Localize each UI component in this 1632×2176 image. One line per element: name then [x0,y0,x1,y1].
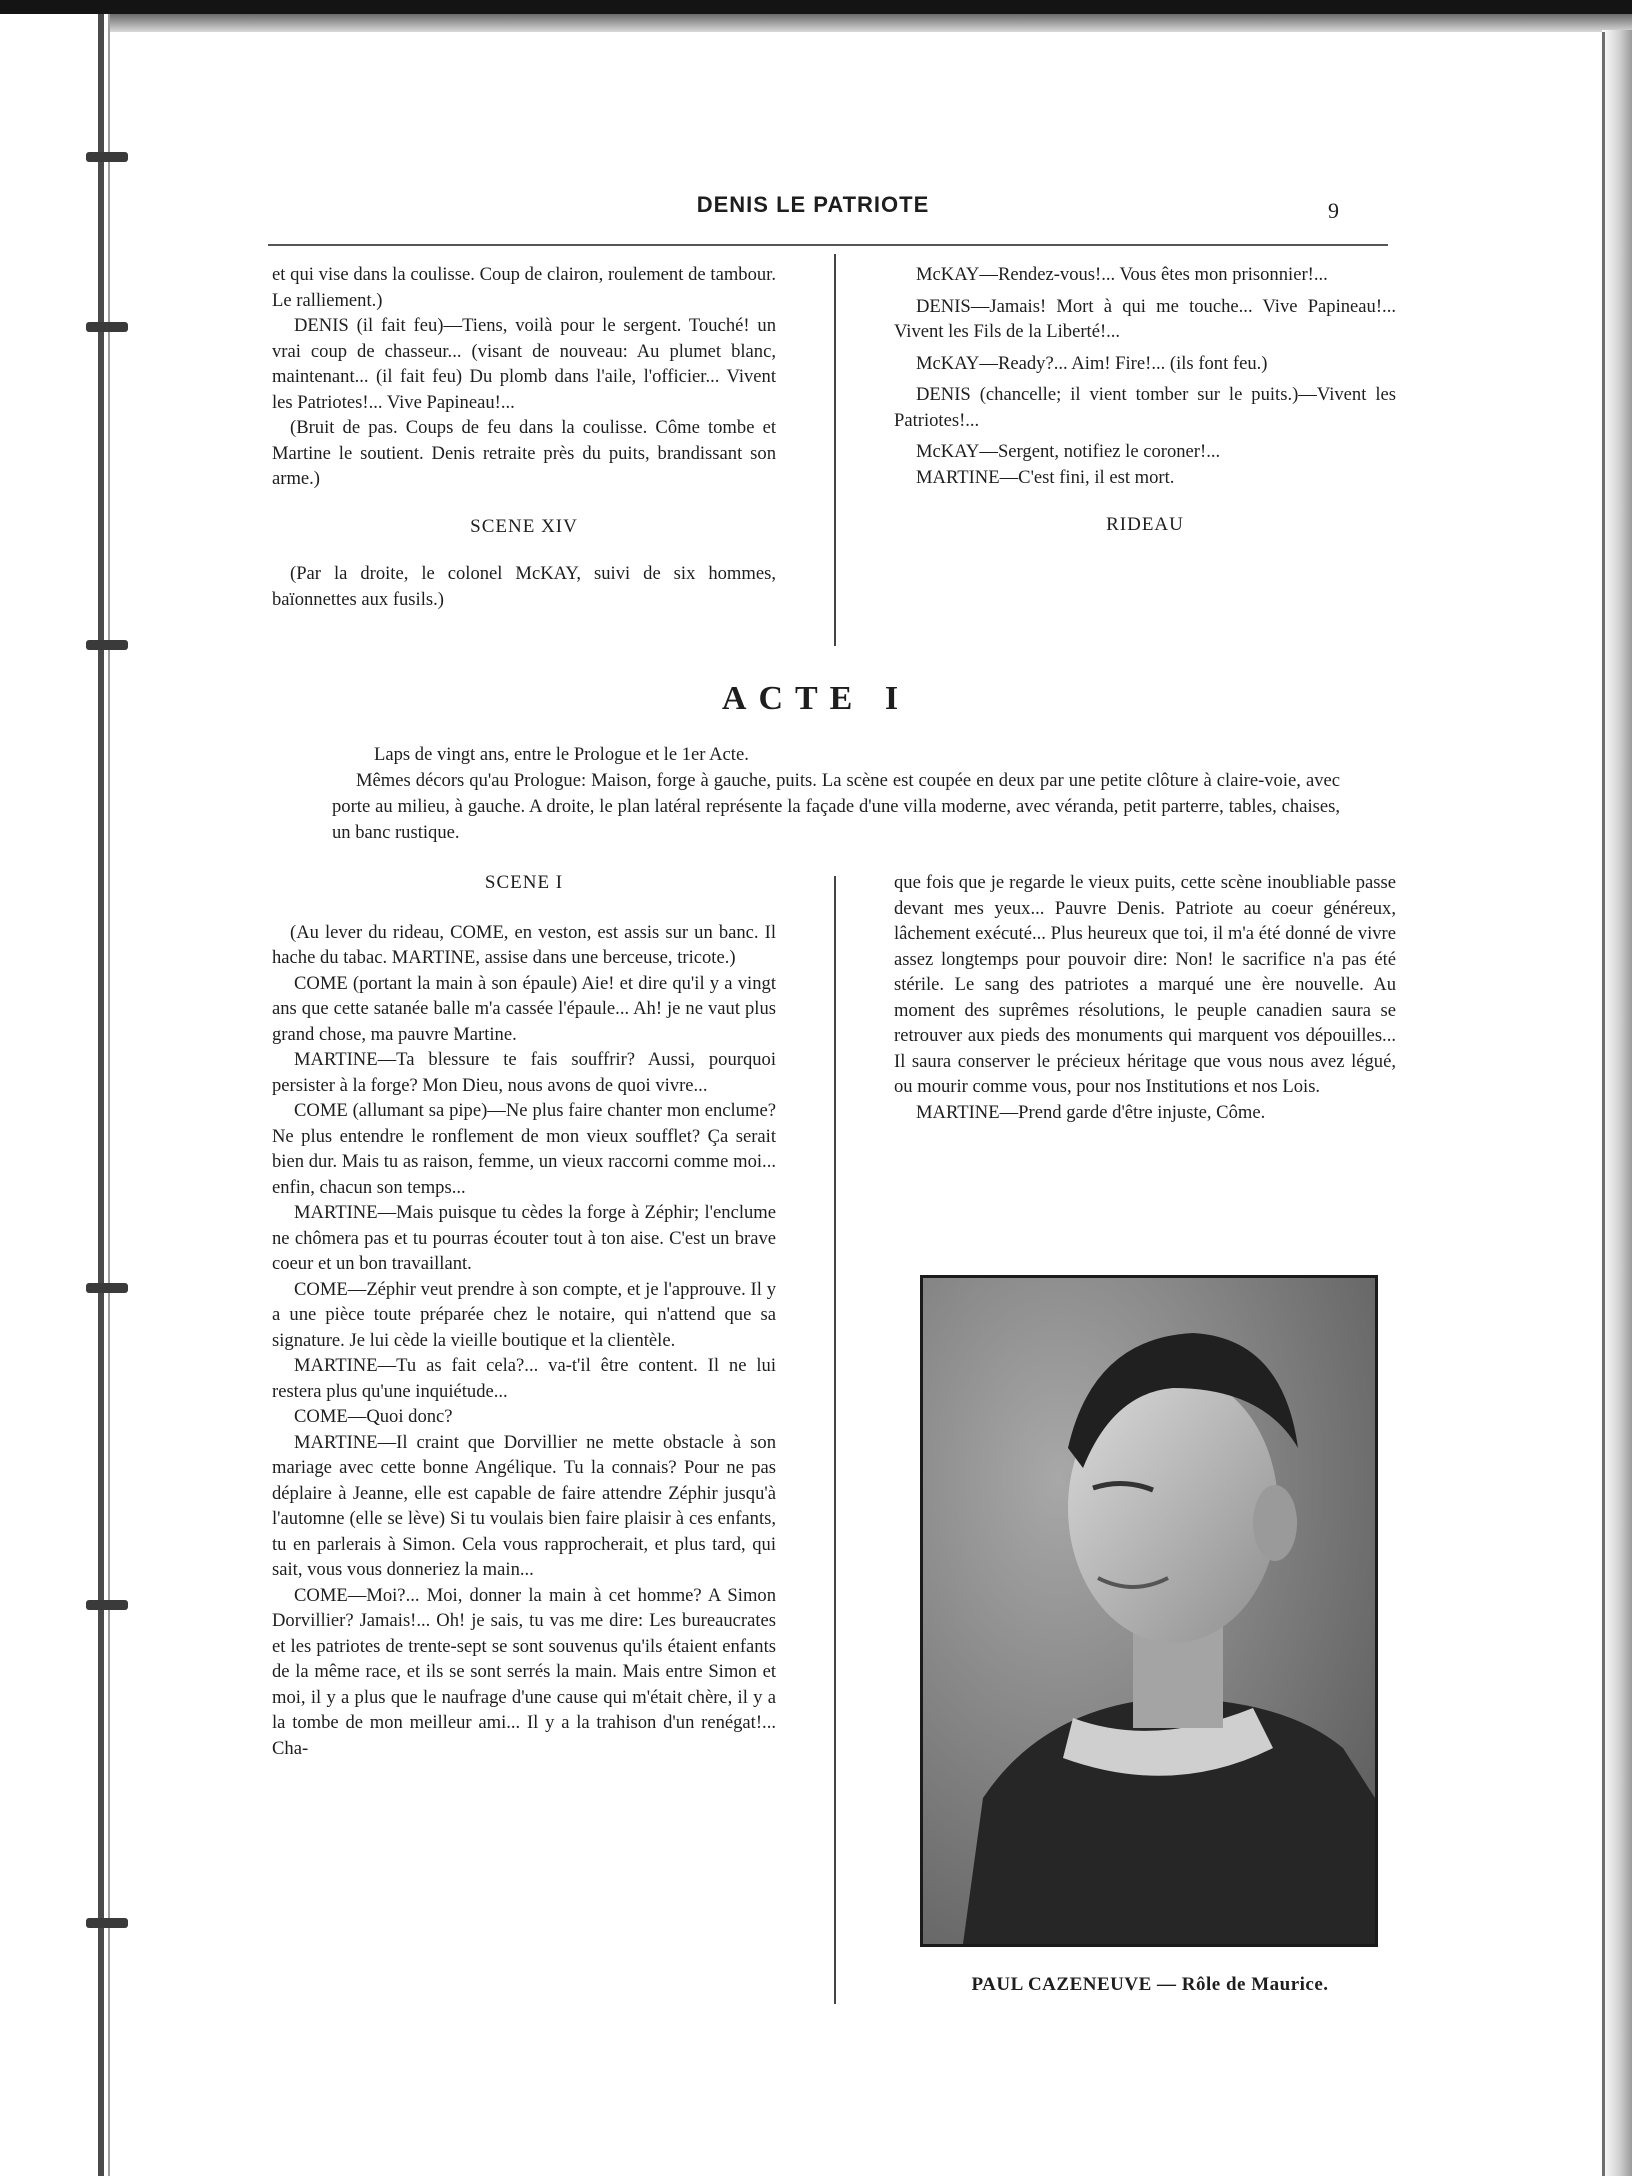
book-binding-edge [108,14,110,2176]
binding-stitch [86,1918,128,1928]
book-binding [98,14,104,2176]
dialogue-line: MARTINE—Mais puisque tu cèdes la forge à Zéphir; l'enclume ne chômera pas et tu pourras écouter tout à ton aise. C'est un brave coeur et un bon travaillant. [272,1202,776,1274]
scene-heading: SCENE XIV [470,515,578,537]
dialogue-line: COME—Zéphir veut prendre à son compte, et je l'approuve. Il y a une pièce toute préparée chez le notaire, qui n'attend que sa signature. Je lui cède la vieille boutique et la clientèle. [272,1278,776,1351]
page-right-shadow [1602,30,1632,2176]
dialogue-line: COME—Moi?... Moi, donner la main à cet homme? A Simon Dorvillier? Jamais!... Oh! je sais, tu vas me dire: Les bureaucrates et les patriotes de trente-sept se sont souvenus qu'ils étaient enfants de la même race, et ils se sont serrés la main. Mais entre Simon et moi, il y a plus que le naufrage d'une cause qui m'était chère, il y a la tombe de mon meilleur ami... Il y a la trahison d'un renégat!... Cha- [272,1584,776,1759]
curtain-heading: RIDEAU [1106,514,1184,535]
dialogue-line: que fois que je regarde le vieux puits, cette scène inoubliable passe devant mes yeux... Pauvre Denis. Patriote au coeur généreux, lâchement exécuté... Plus heureux que toi, il m'a été donné de vivre assez longtemps pour pouvoir dire: Non! le sacrifice n'a pas été stérile. Le sang des patriotes a marqué une ère nouvelle. Au moment des suprêmes résolutions, le peuple canadien saura se retrouver aux pieds des monuments qui marquent vos dépouilles... Il saura conserver le précieux héritage que vous nous avez légué, ou mourir comme vous, pour nos Institutions et nos Lois. [894,872,1396,1097]
page-header [268,192,1388,222]
dialogue-line: DENIS (chancelle; il vient tomber sur le puits.)—Vivent les Patriotes!... [894,384,1396,431]
dialogue-line: DENIS—Jamais! Mort à qui me touche... Vive Papineau!... Vivent les Fils de la Liberté!... [894,295,1396,342]
page-number: 9 [1328,198,1339,223]
dialogue-line: MARTINE—Il craint que Dorvillier ne mette obstacle à son mariage avec cette bonne Angélique. Tu la connais? Pour ne pas déplaire à Jeanne, elle est capable de faire attendre Zéphir jusqu'à l'automne (elle se lève) Si tu voulais bien faire plaisir à ces enfants, tu en parlerais à Simon. Cela vous rapprocherait, et plus tard, qui sait, vous vous donneriez la main... [272,1431,776,1580]
binding-stitch [86,152,128,162]
act-intro-line: Laps de vingt ans, entre le Prologue et le 1er Acte. [374,744,749,765]
dialogue-line: MARTINE—Prend garde d'être injuste, Côme. [916,1101,1266,1123]
stage-direction: et qui vise dans la coulisse. Coup de clairon, roulement de tambour. Le ralliement.) [272,264,776,311]
dialogue-line: MARTINE—C'est fini, il est mort. [916,466,1175,488]
photo-caption: PAUL CAZENEUVE — Rôle de Maurice. [971,1974,1329,1995]
act-left-column [272,870,776,1761]
stage-direction: (Par la droite, le colonel McKAY, suivi de six hommes, baïonnettes aux fusils.) [272,563,776,610]
dialogue-line: McKAY—Ready?... Aim! Fire!... (ils font feu.) [916,352,1268,374]
page-top-edge [110,14,1632,32]
act-title: ACTE I [721,680,911,717]
binding-stitch [86,640,128,650]
dialogue-line: MARTINE—Tu as fait cela?... va-t'il être content. Il ne lui restera plus qu'une inquiétude... [272,1355,776,1402]
scan-top-border [0,0,1632,14]
act-intro [332,742,1340,846]
actor-photograph [920,1275,1378,1947]
act-right-column [894,870,1396,1125]
binding-stitch [86,322,128,332]
scene-heading: SCENE I [484,872,564,893]
prologue-right-column [894,262,1396,538]
running-title: DENIS LE PATRIOTE [696,192,930,217]
binding-stitch [86,1600,128,1610]
header-rule [268,244,1388,246]
actor-portrait-image [923,1278,1375,1944]
dialogue-line: DENIS (il fait feu)—Tiens, voilà pour le sergent. Touché! un vrai coup de chasseur... (visant de nouveau: Au plumet blanc, maintenant... (il fait feu) Du plomb dans l'aile, l'officier... Vivent les Patriotes!... Vive Papineau!... [272,315,776,413]
dialogue-line: McKAY—Rendez-vous!... Vous êtes mon prisonnier!... [916,264,1328,285]
dialogue-line: COME—Quoi donc? [294,1406,453,1427]
dialogue-line: COME (allumant sa pipe)—Ne plus faire chanter mon enclume? Ne plus entendre le ronflement de mon vieux soufflet? Ça serait bien dur. Mais tu as raison, femme, un vieux raccorni comme moi... enfin, chacun son temps... [272,1100,776,1198]
column-divider [834,254,836,646]
prologue-left-column [272,262,776,612]
dialogue-line: McKAY—Sergent, notifiez le coroner!... [916,441,1221,462]
dialogue-line: COME (portant la main à son épaule) Aie! et dire qu'il y a vingt ans que cette satanée balle m'a cassée l'épaule... Ah! je ne vaut plus grand chose, ma pauvre Martine. [272,972,776,1045]
column-divider [834,876,836,2004]
page-right-edge [1602,32,1605,2176]
binding-stitch [86,1283,128,1293]
act-intro-setting: Mêmes décors qu'au Prologue: Maison, forge à gauche, puits. La scène est coupée en deux par une petite clôture à claire-voie, avec porte au milieu, à gauche. A droite, le plan latéral représente la façade d'une villa moderne, avec véranda, petit parterre, tables, chaises, un banc rustique. [332,770,1340,843]
dialogue-line: MARTINE—Ta blessure te fais souffrir? Aussi, pourquoi persister à la forge? Mon Dieu, nous avons de quoi vivre... [272,1049,776,1096]
stage-direction: (Bruit de pas. Coups de feu dans la coulisse. Côme tombe et Martine le soutient. Denis retraite près du puits, brandissant son arme.) [272,417,776,489]
stage-direction: (Au lever du rideau, COME, en veston, est assis sur un banc. Il hache du tabac. MARTINE, assise dans une berceuse, tricote.) [272,921,776,968]
